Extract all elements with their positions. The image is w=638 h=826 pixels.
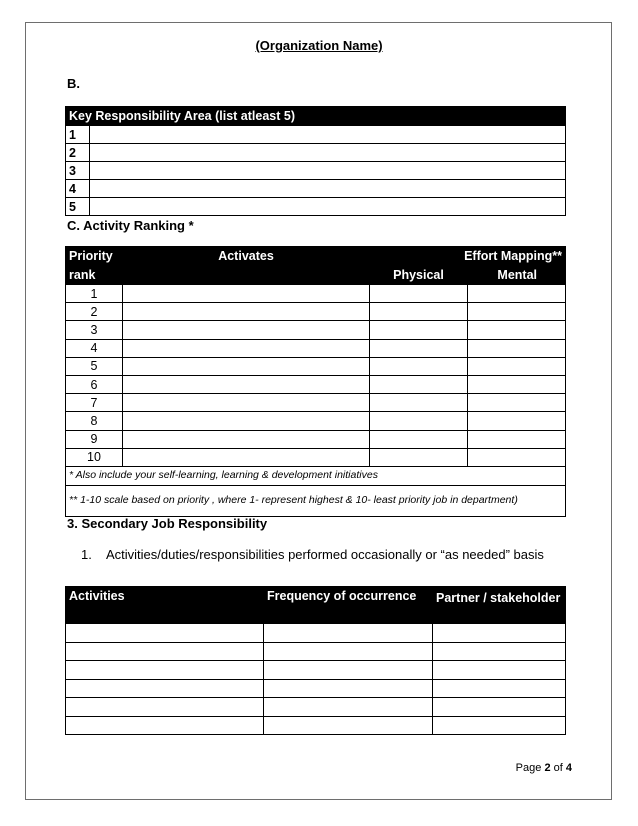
physical-cell[interactable] bbox=[370, 321, 468, 339]
rank-number: 1 bbox=[66, 285, 123, 303]
section-c-label: C. Activity Ranking * bbox=[67, 218, 194, 233]
key-responsibility-table bbox=[65, 106, 566, 216]
physical-cell[interactable] bbox=[370, 448, 468, 466]
rank-number: 5 bbox=[66, 357, 123, 375]
partner-header: Partner / stakeholder bbox=[433, 587, 566, 624]
partner-cell[interactable] bbox=[433, 661, 566, 680]
rank-number: 3 bbox=[66, 321, 123, 339]
section-b-label: B. bbox=[67, 76, 80, 91]
table-row bbox=[66, 357, 566, 375]
kra-cell[interactable] bbox=[90, 180, 566, 198]
list-item-text: Activities/duties/responsibilities performed occasionally or “as needed” basis bbox=[106, 547, 544, 562]
activity-cell[interactable] bbox=[66, 716, 264, 735]
physical-cell[interactable] bbox=[370, 285, 468, 303]
of-word: of bbox=[553, 762, 563, 774]
rank-number: 7 bbox=[66, 394, 123, 412]
kra-cell[interactable] bbox=[90, 162, 566, 180]
partner-cell[interactable] bbox=[433, 716, 566, 735]
kra-row-number: 2 bbox=[66, 144, 90, 162]
mental-cell[interactable] bbox=[468, 357, 566, 375]
kra-cell[interactable] bbox=[90, 144, 566, 162]
mental-cell[interactable] bbox=[468, 412, 566, 430]
table-row bbox=[66, 679, 566, 698]
table-row bbox=[66, 642, 566, 661]
rank-number: 9 bbox=[66, 430, 123, 448]
activity-note-1: * Also include your self-learning, learning & development initiatives bbox=[66, 466, 566, 485]
table-row bbox=[66, 198, 566, 216]
table-row bbox=[66, 394, 566, 412]
activates-header: Activates bbox=[123, 247, 370, 266]
table-row bbox=[66, 285, 566, 303]
physical-cell[interactable] bbox=[370, 430, 468, 448]
mental-cell[interactable] bbox=[468, 285, 566, 303]
activity-cell[interactable] bbox=[123, 394, 370, 412]
table-row bbox=[66, 661, 566, 680]
activity-cell[interactable] bbox=[123, 375, 370, 393]
page-word: Page bbox=[515, 762, 542, 774]
activity-cell[interactable] bbox=[123, 430, 370, 448]
frequency-cell[interactable] bbox=[264, 698, 433, 717]
kra-cell[interactable] bbox=[90, 126, 566, 144]
section-3-label: 3. Secondary Job Responsibility bbox=[67, 516, 268, 531]
activity-cell[interactable] bbox=[66, 679, 264, 698]
physical-header: Physical bbox=[370, 266, 468, 285]
physical-cell[interactable] bbox=[370, 412, 468, 430]
current-page: 2 bbox=[544, 762, 551, 774]
activates-header-blank bbox=[123, 266, 370, 285]
activity-cell[interactable] bbox=[123, 321, 370, 339]
kra-cell[interactable] bbox=[90, 198, 566, 216]
secondary-responsibility-table bbox=[65, 586, 566, 735]
table-row bbox=[66, 448, 566, 466]
physical-cell[interactable] bbox=[370, 394, 468, 412]
mental-cell[interactable] bbox=[468, 321, 566, 339]
activity-cell[interactable] bbox=[123, 412, 370, 430]
table-row bbox=[66, 339, 566, 357]
table-row bbox=[66, 716, 566, 735]
list-item-number: 1. bbox=[81, 547, 92, 562]
frequency-cell[interactable] bbox=[264, 642, 433, 661]
kra-header: Key Responsibility Area (list atleast 5) bbox=[66, 107, 566, 126]
mental-cell[interactable] bbox=[468, 394, 566, 412]
partner-cell[interactable] bbox=[433, 642, 566, 661]
activity-cell[interactable] bbox=[123, 339, 370, 357]
table-row bbox=[66, 375, 566, 393]
table-row bbox=[66, 698, 566, 717]
activities-header: Activities bbox=[66, 587, 264, 624]
activity-cell[interactable] bbox=[123, 448, 370, 466]
organization-title: (Organization Name) bbox=[255, 38, 383, 53]
activity-cell[interactable] bbox=[123, 357, 370, 375]
mental-cell[interactable] bbox=[468, 430, 566, 448]
frequency-cell[interactable] bbox=[264, 624, 433, 643]
activity-cell[interactable] bbox=[66, 698, 264, 717]
mental-cell[interactable] bbox=[468, 339, 566, 357]
physical-cell[interactable] bbox=[370, 303, 468, 321]
page-footer bbox=[0, 762, 572, 774]
frequency-cell[interactable] bbox=[264, 661, 433, 680]
table-row bbox=[66, 180, 566, 198]
rank-number: 10 bbox=[66, 448, 123, 466]
priority-header-line1: Priority bbox=[66, 247, 123, 266]
physical-cell[interactable] bbox=[370, 339, 468, 357]
mental-cell[interactable] bbox=[468, 303, 566, 321]
partner-cell[interactable] bbox=[433, 679, 566, 698]
table-row bbox=[66, 412, 566, 430]
table-row bbox=[66, 430, 566, 448]
activity-note-2: ** 1-10 scale based on priority , where 1- represent highest & 10- least priority job in department) bbox=[66, 485, 566, 516]
frequency-header: Frequency of occurrence bbox=[264, 587, 433, 624]
partner-cell[interactable] bbox=[433, 698, 566, 717]
mental-cell[interactable] bbox=[468, 375, 566, 393]
activity-cell[interactable] bbox=[66, 661, 264, 680]
activity-cell[interactable] bbox=[123, 285, 370, 303]
activity-cell[interactable] bbox=[123, 303, 370, 321]
kra-row-number: 1 bbox=[66, 126, 90, 144]
rank-number: 4 bbox=[66, 339, 123, 357]
table-row bbox=[66, 321, 566, 339]
activity-ranking-table bbox=[65, 246, 566, 517]
table-row bbox=[66, 144, 566, 162]
frequency-cell[interactable] bbox=[264, 679, 433, 698]
mental-header: Mental bbox=[468, 266, 566, 285]
frequency-cell[interactable] bbox=[264, 716, 433, 735]
kra-row-number: 5 bbox=[66, 198, 90, 216]
table-row bbox=[66, 126, 566, 144]
activity-cell[interactable] bbox=[66, 642, 264, 661]
partner-cell[interactable] bbox=[433, 624, 566, 643]
priority-header-line2: rank bbox=[66, 266, 123, 285]
total-pages: 4 bbox=[565, 762, 572, 774]
table-row bbox=[66, 303, 566, 321]
effort-mapping-header: Effort Mapping** bbox=[370, 247, 566, 266]
mental-cell[interactable] bbox=[468, 448, 566, 466]
kra-row-number: 3 bbox=[66, 162, 90, 180]
rank-number: 6 bbox=[66, 375, 123, 393]
physical-cell[interactable] bbox=[370, 357, 468, 375]
rank-number: 2 bbox=[66, 303, 123, 321]
rank-number: 8 bbox=[66, 412, 123, 430]
activity-cell[interactable] bbox=[66, 624, 264, 643]
kra-row-number: 4 bbox=[66, 180, 90, 198]
physical-cell[interactable] bbox=[370, 375, 468, 393]
table-row bbox=[66, 162, 566, 180]
table-row bbox=[66, 624, 566, 643]
